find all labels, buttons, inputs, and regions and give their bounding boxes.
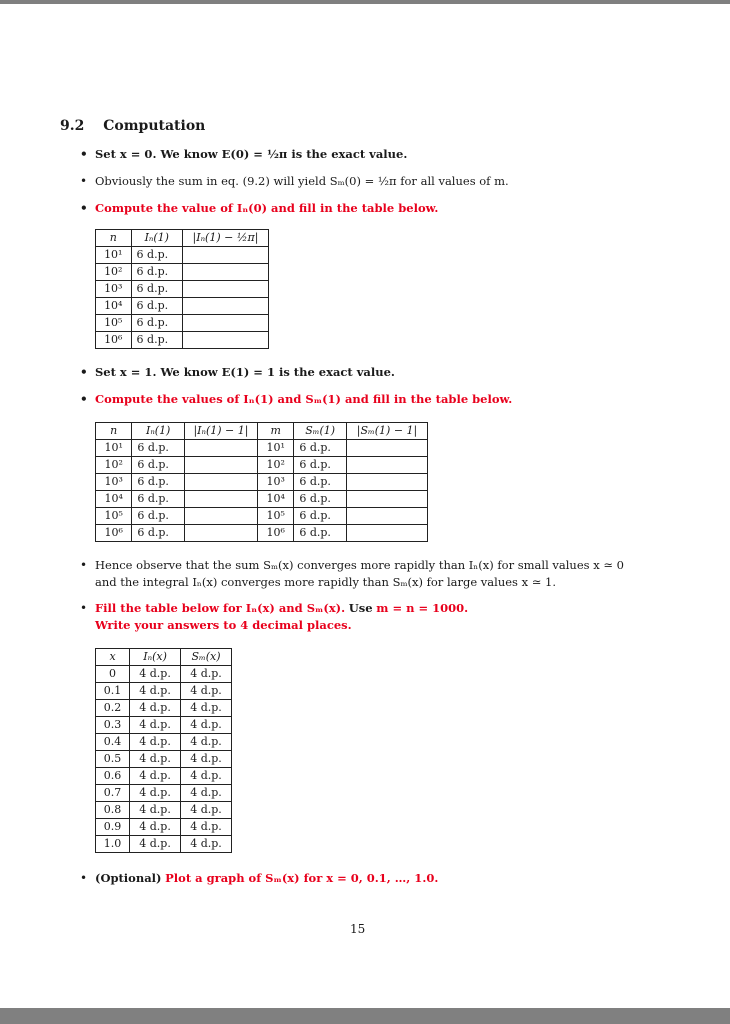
table-header-cell: Iₙ(1) xyxy=(132,423,185,440)
table-row xyxy=(96,315,269,332)
table-row xyxy=(96,683,232,700)
table-cell: 6 d.p. xyxy=(294,525,347,542)
table-header-row xyxy=(96,230,269,247)
table-header-cell: |Iₙ(1) − ½π| xyxy=(183,230,269,247)
table-cell: 6 d.p. xyxy=(132,491,185,508)
table-row xyxy=(96,666,232,683)
optional-label: (Optional) xyxy=(95,871,162,885)
table-cell: 10³ xyxy=(96,281,132,298)
bullet-dot-icon: • xyxy=(80,392,88,406)
table-cell: 6 d.p. xyxy=(131,332,182,349)
table-cell: 0.2 xyxy=(96,700,130,717)
table-row xyxy=(96,247,269,264)
table-row xyxy=(96,440,428,457)
table-cell: 4 d.p. xyxy=(130,717,181,734)
bottom-border xyxy=(0,1008,730,1024)
table-cell: 10¹ xyxy=(96,247,132,264)
table-cell: 10⁶ xyxy=(257,525,293,542)
table-cell: 4 d.p. xyxy=(181,683,232,700)
table-row xyxy=(96,332,269,349)
table-header-cell: Sₘ(x) xyxy=(181,649,232,666)
table-header-cell: |Sₘ(1) − 1| xyxy=(347,423,428,440)
table-cell: 0.1 xyxy=(96,683,130,700)
table-cell: 10⁵ xyxy=(257,508,293,525)
table-cell: 4 d.p. xyxy=(181,751,232,768)
section-title: Computation xyxy=(103,118,206,134)
table-cell: 1.0 xyxy=(96,836,130,853)
table-cell: 4 d.p. xyxy=(130,802,181,819)
table-cell: 6 d.p. xyxy=(294,491,347,508)
hence-line-2: and the integral Iₙ(x) converges more rapidly than Sₘ(x) for large values x ≃ 1. xyxy=(95,575,557,589)
table-cell: 6 d.p. xyxy=(294,474,347,491)
bullet-dot-icon: • xyxy=(80,147,88,161)
answer-cell xyxy=(184,474,257,491)
table-cell: 6 d.p. xyxy=(294,508,347,525)
top-border xyxy=(0,0,730,4)
table-cell: 4 d.p. xyxy=(130,683,181,700)
table-row xyxy=(96,819,232,836)
answer-cell xyxy=(347,525,428,542)
table-cell: 0.4 xyxy=(96,734,130,751)
fill-instruction: Fill the table below for Iₙ(x) and Sₘ(x). xyxy=(95,601,346,615)
table-cell: 10⁶ xyxy=(96,332,132,349)
table-cell: 6 d.p. xyxy=(131,298,182,315)
table-cell: 4 d.p. xyxy=(181,666,232,683)
decimal-places-instruction: Write your answers to 4 decimal places. xyxy=(95,618,352,632)
table-cell: 4 d.p. xyxy=(181,700,232,717)
table-cell: 4 d.p. xyxy=(181,734,232,751)
table-cell: 4 d.p. xyxy=(130,819,181,836)
bullet-dot-icon: • xyxy=(80,365,88,379)
table-cell: 4 d.p. xyxy=(181,768,232,785)
table-cell: 6 d.p. xyxy=(132,508,185,525)
table-cell: 10⁶ xyxy=(96,525,132,542)
table-cell: 10¹ xyxy=(257,440,293,457)
answer-cell xyxy=(183,332,269,349)
table-row xyxy=(96,768,232,785)
table-cell: 0.6 xyxy=(96,768,130,785)
table-cell: 6 d.p. xyxy=(294,440,347,457)
table-cell: 10⁴ xyxy=(96,491,132,508)
table-in1-sm1 xyxy=(95,422,428,542)
answer-cell xyxy=(347,491,428,508)
plot-instruction: Plot a graph of Sₘ(x) for x = 0, 0.1, …, 1.0. xyxy=(165,871,439,885)
table-cell: 4 d.p. xyxy=(181,836,232,853)
table-row xyxy=(96,298,269,315)
table-cell: 10² xyxy=(257,457,293,474)
use-word: Use xyxy=(348,601,373,615)
table-cell: 10⁴ xyxy=(257,491,293,508)
table-cell: 10² xyxy=(96,457,132,474)
answer-cell xyxy=(347,457,428,474)
answer-cell xyxy=(347,508,428,525)
table-cell: 4 d.p. xyxy=(181,785,232,802)
table-cell: 4 d.p. xyxy=(130,734,181,751)
table-row xyxy=(96,734,232,751)
table-header-cell: |Iₙ(1) − 1| xyxy=(184,423,257,440)
table-row xyxy=(96,525,428,542)
answer-cell xyxy=(184,508,257,525)
table-cell: 4 d.p. xyxy=(130,700,181,717)
table-cell: 0.3 xyxy=(96,717,130,734)
answer-cell xyxy=(184,457,257,474)
table-in0 xyxy=(95,229,269,349)
answer-cell xyxy=(347,440,428,457)
answer-cell xyxy=(347,474,428,491)
table-cell: 10² xyxy=(96,264,132,281)
table-cell: 10³ xyxy=(96,474,132,491)
table-row xyxy=(96,785,232,802)
bullet-dot-icon: • xyxy=(80,871,88,885)
table-cell: 4 d.p. xyxy=(181,717,232,734)
answer-cell xyxy=(183,315,269,332)
table-cell: 0.5 xyxy=(96,751,130,768)
answer-cell xyxy=(183,281,269,298)
table-row xyxy=(96,700,232,717)
answer-cell xyxy=(183,264,269,281)
answer-cell xyxy=(184,525,257,542)
table-cell: 4 d.p. xyxy=(130,768,181,785)
table-cell: 10⁵ xyxy=(96,508,132,525)
m-n-value: m = n = 1000. xyxy=(376,601,469,615)
table-row xyxy=(96,474,428,491)
table-cell: 0.7 xyxy=(96,785,130,802)
answer-cell xyxy=(183,247,269,264)
bullet-dot-icon: • xyxy=(80,601,88,615)
table-cell: 6 d.p. xyxy=(131,264,182,281)
table-header-row xyxy=(96,649,232,666)
table-cell: 10¹ xyxy=(96,440,132,457)
answer-cell xyxy=(183,298,269,315)
table-cell: 4 d.p. xyxy=(130,836,181,853)
table-header-cell: Iₙ(x) xyxy=(130,649,181,666)
table-row xyxy=(96,802,232,819)
bullet-dot-icon: • xyxy=(80,174,88,188)
table-cell: 4 d.p. xyxy=(130,751,181,768)
table-row xyxy=(96,508,428,525)
table-cell: 10³ xyxy=(257,474,293,491)
table-cell: 4 d.p. xyxy=(181,819,232,836)
table-header-row xyxy=(96,423,428,440)
table-cell: 0.8 xyxy=(96,802,130,819)
table-cell: 6 d.p. xyxy=(132,457,185,474)
table-cell: 6 d.p. xyxy=(131,315,182,332)
table-row xyxy=(96,717,232,734)
table-cell: 10⁵ xyxy=(96,315,132,332)
table-header-cell: Sₘ(1) xyxy=(294,423,347,440)
section-heading xyxy=(60,118,205,134)
table-row xyxy=(96,264,269,281)
table-cell: 6 d.p. xyxy=(132,440,185,457)
table-cell: 0.9 xyxy=(96,819,130,836)
bullet-dot-icon: • xyxy=(80,201,88,215)
answer-cell xyxy=(184,491,257,508)
section-number: 9.2 xyxy=(60,118,85,134)
table-cell: 6 d.p. xyxy=(131,247,182,264)
bullet-dot-icon: • xyxy=(80,558,88,572)
table-row xyxy=(96,751,232,768)
hence-line-1: Hence observe that the sum Sₘ(x) converges more rapidly than Iₙ(x) for small values x ≃ 0 xyxy=(95,558,624,572)
table-row xyxy=(96,836,232,853)
table-cell: 4 d.p. xyxy=(181,802,232,819)
table-row xyxy=(96,281,269,298)
table-x-values xyxy=(95,648,232,853)
table-row xyxy=(96,457,428,474)
table-header-cell: n xyxy=(96,423,132,440)
table-cell: 6 d.p. xyxy=(132,525,185,542)
table-cell: 4 d.p. xyxy=(130,785,181,802)
table-header-cell: Iₙ(1) xyxy=(131,230,182,247)
table-header-cell: m xyxy=(257,423,293,440)
answer-cell xyxy=(184,440,257,457)
table-row xyxy=(96,491,428,508)
table-cell: 0 xyxy=(96,666,130,683)
table-cell: 6 d.p. xyxy=(294,457,347,474)
page-number: 15 xyxy=(350,922,366,936)
table-cell: 6 d.p. xyxy=(132,474,185,491)
table-header-cell: x xyxy=(96,649,130,666)
table-header-cell: n xyxy=(96,230,132,247)
table-cell: 4 d.p. xyxy=(130,666,181,683)
table-cell: 6 d.p. xyxy=(131,281,182,298)
table-cell: 10⁴ xyxy=(96,298,132,315)
